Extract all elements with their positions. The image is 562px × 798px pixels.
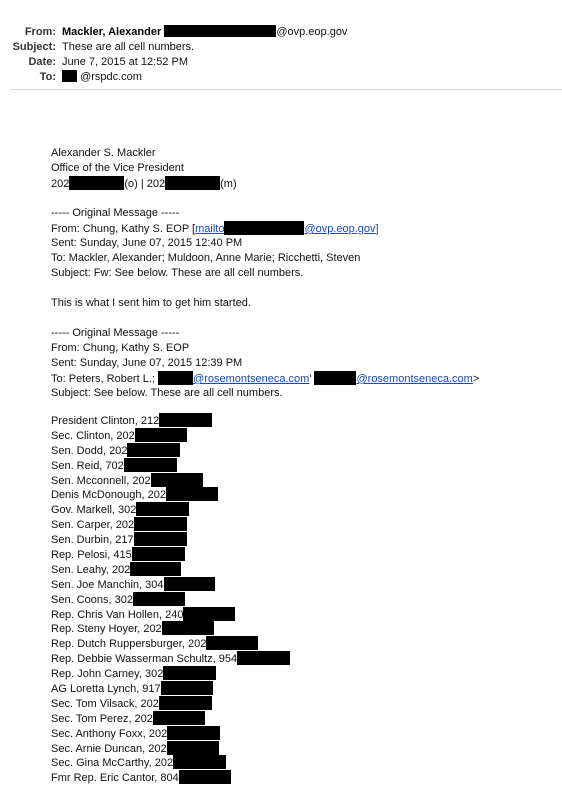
redaction-box — [127, 443, 180, 457]
header-divider — [10, 89, 562, 90]
from-name: Mackler, Alexander — [62, 26, 162, 38]
forward-note: This is what I sent him to get him started. — [51, 297, 251, 309]
contact-text: Denis McDonough, 202 — [51, 489, 166, 502]
redaction-box — [167, 741, 219, 755]
redacted-email-link[interactable] — [224, 223, 375, 235]
contact-text: Sen. Durbin, 217 — [51, 534, 134, 547]
list-item — [51, 547, 290, 562]
redaction-box — [163, 666, 216, 680]
list-item — [51, 651, 290, 666]
contact-text: Fmr Rep. Eric Cantor, 804 — [51, 772, 179, 785]
from-domain: @ovp.eop.gov — [276, 26, 348, 38]
rosemont-email-link-1[interactable]: @rosemontseneca.com — [193, 373, 310, 385]
list-item — [51, 607, 290, 622]
redaction-box — [132, 547, 185, 561]
list-item — [51, 755, 290, 770]
redaction-box — [162, 621, 214, 635]
list-item — [51, 726, 290, 741]
to-domain: @rspdc.com — [80, 71, 142, 83]
signature-phone — [51, 176, 479, 191]
list-item — [51, 741, 290, 756]
redaction-box — [133, 592, 185, 606]
redaction-box — [165, 176, 220, 190]
contact-text: Sec. Tom Vilsack, 202 — [51, 697, 159, 710]
redaction-box — [224, 221, 304, 235]
to-row — [0, 70, 562, 85]
list-item — [51, 532, 290, 547]
original-to: To: Mackler, Alexander; Muldoon, Anne Marie; Ricchetti, Steven — [51, 252, 361, 264]
contact-text: Sec. Arnie Duncan, 202 — [51, 742, 167, 755]
redaction-box — [134, 532, 187, 546]
contact-text: Sen. Coons, 302 — [51, 593, 133, 606]
contact-text: Sec. Gina McCarthy, 202 — [51, 757, 174, 770]
list-item — [51, 577, 290, 592]
phone-office-suffix: (o) | 202 — [124, 178, 166, 190]
contact-text: Rep. Chris Van Hollen, 240 — [51, 608, 184, 621]
date-label: Date: — [28, 56, 56, 68]
original-message-divider: ----- Original Message ----- — [51, 207, 180, 219]
original-message-divider-2: ----- Original Message ----- — [51, 327, 180, 339]
redaction-box — [62, 70, 77, 82]
original-from-text: From: Chung, Kathy S. EOP [ — [51, 223, 196, 235]
redaction-box — [159, 413, 212, 427]
phone-mobile-suffix: (m) — [220, 178, 237, 190]
contact-text: Sec. Tom Perez, 202 — [51, 712, 153, 725]
recipient-separator: ' — [309, 373, 315, 385]
list-item — [51, 636, 290, 651]
redaction-box — [134, 517, 187, 531]
original-sent: Sent: Sunday, June 07, 2015 12:40 PM — [51, 237, 243, 249]
list-item — [51, 592, 290, 607]
original2-to-prefix: To: Peters, Robert L.; — [51, 373, 158, 385]
contact-text: Sen. Leahy, 202 — [51, 563, 131, 576]
from-row — [0, 25, 562, 40]
redaction-box — [173, 755, 226, 769]
subject-row — [0, 40, 562, 55]
list-item — [51, 696, 290, 711]
original-subject: Subject: Fw: See below. These are all cell numbers. — [51, 267, 304, 279]
redaction-box — [164, 25, 276, 37]
contact-text: Rep. Dutch Ruppersburger, 202 — [51, 638, 207, 651]
contact-text: President Clinton, 212 — [51, 415, 160, 427]
list-item — [51, 443, 290, 458]
signature-name: Alexander S. Mackler — [51, 147, 156, 159]
subject-label: Subject: — [12, 41, 56, 53]
redaction-box — [237, 651, 290, 665]
redaction-box — [130, 562, 181, 576]
to-value — [62, 70, 142, 85]
mailto-link[interactable]: mailto — [195, 223, 225, 235]
contact-text: Rep. John Carney, 302 — [51, 668, 164, 681]
redaction-box — [183, 607, 235, 621]
signature-office: Office of the Vice President — [51, 162, 184, 174]
original2-from: From: Chung, Kathy S. EOP — [51, 342, 190, 354]
contact-text: Rep. Debbie Wasserman Schultz, 954 — [51, 653, 238, 666]
redaction-box — [161, 681, 213, 695]
from-value — [62, 25, 347, 40]
email-header — [0, 25, 562, 85]
list-item — [51, 413, 290, 428]
redaction-box — [179, 770, 231, 784]
subject-value: These are all cell numbers. — [62, 41, 195, 53]
original2-subject: Subject: See below. These are all cell numbers. — [51, 387, 283, 399]
list-item — [51, 666, 290, 681]
contact-text: Gov. Markell, 302 — [51, 504, 137, 517]
redaction-box — [167, 726, 220, 740]
redaction-box — [135, 428, 187, 442]
bracket-close: ] — [375, 223, 379, 235]
list-item — [51, 681, 290, 696]
contact-text: Sen. Carper, 202 — [51, 519, 135, 532]
redaction-box — [151, 473, 203, 487]
list-item — [51, 770, 290, 785]
original2-sent: Sent: Sunday, June 07, 2015 12:39 PM — [51, 357, 243, 369]
list-item — [51, 473, 290, 488]
redaction-box — [164, 577, 215, 591]
list-item — [51, 502, 290, 517]
list-item — [51, 458, 290, 473]
date-value: June 7, 2015 at 12:52 PM — [62, 56, 188, 68]
original-from — [51, 221, 479, 236]
redaction-box — [124, 458, 177, 472]
contact-text: Sec. Anthony Foxx, 202 — [51, 727, 168, 740]
list-item — [51, 562, 290, 577]
list-item — [51, 621, 290, 636]
redaction-box — [136, 502, 189, 516]
contact-list — [51, 413, 290, 785]
email-body — [51, 146, 479, 401]
list-item — [51, 428, 290, 443]
list-item — [51, 711, 290, 726]
angle-close: > — [472, 373, 480, 385]
contact-text: Rep. Pelosi, 415 — [51, 549, 132, 562]
redaction-box — [159, 696, 212, 710]
rosemont-email-link-2[interactable]: @rosemontseneca.com — [356, 373, 473, 385]
contact-text: Sen. Dodd, 202 — [51, 444, 128, 457]
contact-text: Sec. Clinton, 202 — [51, 429, 135, 442]
contact-text: Sen. Mcconnell, 202 — [51, 474, 151, 487]
redaction-box — [158, 371, 193, 385]
contact-text: Sen. Reid, 702 — [51, 459, 124, 472]
date-row — [0, 55, 562, 70]
phone-prefix: 202 — [51, 178, 70, 190]
to-label: To: — [39, 71, 56, 83]
contact-text: Rep. Steny Hoyer, 202 — [51, 623, 162, 636]
list-item — [51, 487, 290, 502]
redaction-box — [166, 487, 218, 501]
list-item — [51, 517, 290, 532]
redaction-box — [206, 636, 258, 650]
contact-text: Sen. Joe Manchin, 304 — [51, 578, 164, 591]
redaction-box — [153, 711, 205, 725]
original2-to — [51, 371, 479, 386]
from-label: From: — [24, 26, 56, 38]
redaction-box — [314, 371, 356, 385]
contact-text: AG Loretta Lynch, 917 — [51, 683, 161, 696]
email-domain: @ovp.eop.gov — [304, 223, 376, 235]
redaction-box — [69, 176, 124, 190]
